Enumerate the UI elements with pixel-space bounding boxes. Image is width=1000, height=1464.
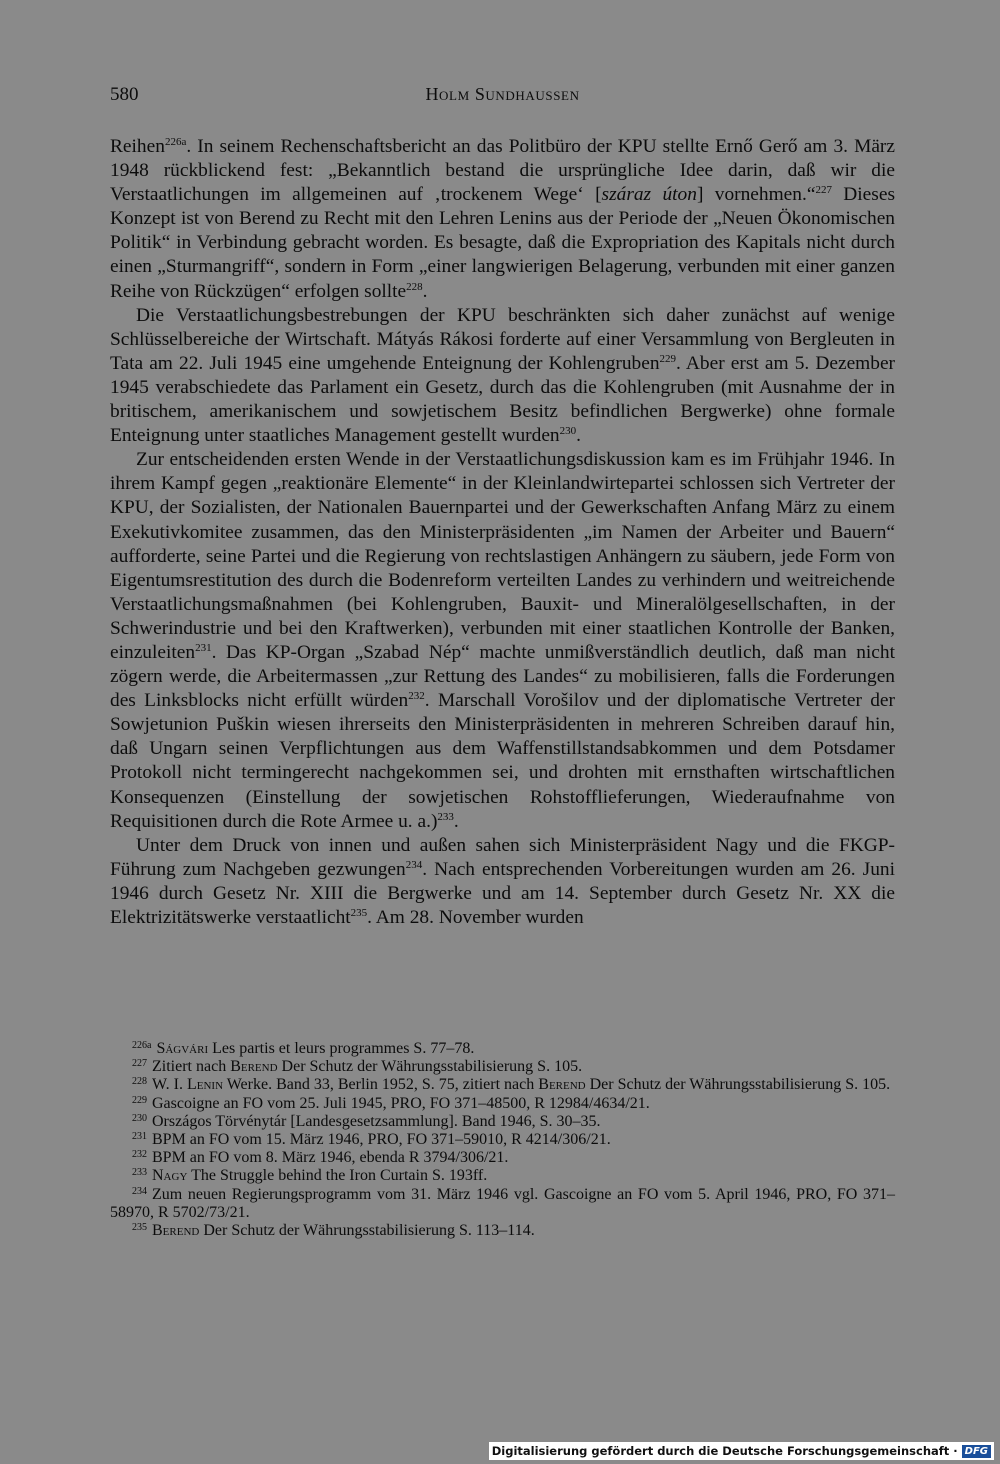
footnote-number: 233 xyxy=(132,1167,147,1179)
footnote-ref: 229 xyxy=(659,352,677,365)
text-run: Unter dem Druck von innen und außen sahen sich Ministerpräsident Nagy und die FKGP-Führung zum Nachgeben gezwungen xyxy=(110,834,895,880)
text-run: Dieses Konzept ist von Berend zu Recht mit den Lehren Lenins aus der Periode der „Neuen Ökonomischen Politik“ in Verbindung gebracht worden. Es besagte, daß die Expropriation des Kapitals nicht durch einen „Sturmangriff“, sondern in Form „einer langwierigen Belagerung, verbunden mit einer ganzen Reihe von Rückzügen“ erfolgen sollte xyxy=(110,184,895,302)
footnote xyxy=(110,1186,895,1222)
footnote-number: 227 xyxy=(132,1058,147,1070)
footnote-ref: 233 xyxy=(437,810,454,823)
footnote-ref: 231 xyxy=(195,641,212,654)
footnote xyxy=(110,1131,895,1149)
paragraph xyxy=(110,304,895,449)
text-run: . Nach entsprechenden Vorbereitungen wurden am 26. Juni 1946 durch Gesetz Nr. XIII die Bergwerke und am 14. September durch Gesetz Nr. XX die Elektrizitätswerke verstaatlicht xyxy=(110,858,895,928)
footnote xyxy=(110,1167,895,1185)
footnote xyxy=(110,1149,895,1167)
body-text xyxy=(110,135,895,930)
footnote-number: 228 xyxy=(132,1076,147,1088)
text-run: Les partis et leurs programmes S. 77–78. xyxy=(208,1040,475,1057)
footnote-ref: 228 xyxy=(406,280,423,293)
footnote-number: 231 xyxy=(132,1131,147,1143)
paragraph xyxy=(110,448,895,834)
footnote-ref: 235 xyxy=(350,907,368,919)
credit-text: Digitalisierung gefördert durch die Deutsche Forschungsgemeinschaft · xyxy=(491,1444,958,1458)
footnote xyxy=(110,1095,895,1113)
text-run: Der Schutz der Währungsstabilisierung S. 105. xyxy=(277,1058,583,1076)
footnote xyxy=(110,1113,895,1131)
running-head: Holm Sundhaussen xyxy=(425,84,580,104)
author-name: Lenin xyxy=(186,1076,224,1094)
text-run: Reihen xyxy=(110,136,165,157)
text-run: Werke. Band 33, Berlin 1952, S. 75, zitiert nach xyxy=(223,1076,539,1094)
text-run: Országos Törvénytár [Landesgesetzsammlung]. Band 1946, S. 30–35. xyxy=(152,1112,601,1130)
footnote-number: 234 xyxy=(132,1185,147,1197)
text-run: Der Schutz der Währungsstabilisierung S. 113–114. xyxy=(199,1222,535,1240)
text-run: BPM an FO vom 8. März 1946, ebenda R 3794/306/21. xyxy=(152,1149,509,1167)
text-run: Der Schutz der Währungsstabilisierung S. 105. xyxy=(585,1076,891,1094)
footnote-number: 235 xyxy=(132,1222,147,1234)
text-run: . Das KP-Organ „Szabad Nép“ machte unmißverständlich deutlich, daß man nicht zögern werde, die Arbeitermassen „zur Rettung des Landes“ zu mobilisieren, falls die Forderungen des Linksblocks nicht erfüllt würden xyxy=(110,641,895,712)
text-run: . xyxy=(422,280,428,302)
footnote-ref: 232 xyxy=(408,690,425,703)
paragraph xyxy=(110,135,895,304)
text-run: . Am 28. November wurden xyxy=(367,907,584,928)
italic-text: száraz úton xyxy=(601,184,697,206)
text-run: ] vornehmen.“ xyxy=(696,184,816,206)
footnote-number: 230 xyxy=(132,1112,147,1124)
footnotes xyxy=(110,1040,895,1240)
text-run: The Struggle behind the Iron Curtain S. 193ff. xyxy=(187,1167,488,1185)
text-run: Gascoigne an FO vom 25. Juli 1945, PRO, FO 371–48500, R 12984/4634/21. xyxy=(152,1094,650,1112)
footnote xyxy=(110,1222,895,1240)
text-run: . Aber erst am 5. Dezember 1945 verabschiedete das Parlament ein Gesetz, durch das die Kohlengruben (mit Ausnahme der in britischem, amerikanischem und sowjetischem Besitz befindlichen Bergwerke) ohne formale Enteignung unter staatliches Management gestellt wurden xyxy=(110,352,896,447)
text-run: Zum neuen Regierungsprogramm vom 31. März 1946 vgl. Gascoigne an FO vom 5. April 1946, PRO, FO 371–58970, R 5702/73/21. xyxy=(110,1185,895,1221)
text-run: . xyxy=(576,425,581,447)
author-name: Berend xyxy=(152,1222,200,1240)
footnote-ref: 226a xyxy=(164,136,187,148)
page-number: 580 xyxy=(110,84,139,105)
text-run: Zitiert nach xyxy=(152,1058,231,1076)
footnote-ref: 234 xyxy=(405,858,423,871)
page-header xyxy=(110,84,895,114)
text-run: . Marschall Vorošilov und der diplomatische Vertreter der Sowjetunion Puškin wiesen ihrerseits den Ministerpräsidenten in mehreren Schreiben darauf hin, daß Ungarn seinen Verpflichtungen aus dem Waffenstillstandsabkommen und dem Potsdamer Protokoll nicht termingerecht nachgekommen sei, und drohten mit ernsthaften wirtschaftlichen Konsequenzen (Einstellung der sowjetischen Rohstofflieferungen, Wiederaufnahme von Requisitionen durch die Rote Armee u. a.) xyxy=(110,690,895,832)
footnote-ref: 230 xyxy=(559,425,577,438)
footnote xyxy=(110,1076,895,1094)
text-run: Die Verstaatlichungsbestrebungen der KPU beschränkten sich daher zunächst auf wenige Schlüsselbereiche der Wirtschaft. Mátyás Rákosi forderte auf einer Versammlung von Bergleuten in Tata am 22. Juli 1945 eine umgehende Enteignung der Kohlengruben xyxy=(110,304,895,374)
text-run: BPM an FO vom 15. März 1946, PRO, FO 371–59010, R 4214/306/21. xyxy=(152,1131,611,1149)
text-run: . xyxy=(453,810,459,832)
footnote xyxy=(110,1040,895,1058)
author-name: Nagy xyxy=(152,1167,188,1185)
digitization-credit xyxy=(489,1442,994,1460)
footnote-ref: 227 xyxy=(815,184,832,197)
text-run: . In seinem Rechenschaftsbericht an das Politbüro der KPU stellte Ernő Gerő am 3. März 1948 rückblickend fest: „Bekanntlich bestand die ursprüngliche Idee darin, daß wir die Verstaatlichungen im allgemeinen auf ‚trockenem Wege‘ [ xyxy=(110,136,895,206)
footnote-number: 229 xyxy=(132,1094,147,1106)
text-run: Zur entscheidenden ersten Wende in der Verstaatlichungsdiskussion kam es im Frühjahr 1946. In ihrem Kampf gegen „reaktionäre Elemente“ in der Kleinlandwirtepartei schlossen sich Vertreter der KPU, der Sozialisten, der Nationalen Bauernpartei und der Gewerkschaften Anfang März zu einem Exekutivkomitee zusammen, das den Ministerpräsidenten „im Namen der Arbeiter und Bauern“ aufforderte, seine Partei und die Regierung von rechtslastigen Anhängern zu säubern, jede Form von Eigentumsrestitution des durch die Bodenreform verteilten Landes zu verhindern und weitreichende Verstaatlichungsmaßnahmen (bei Kohlengruben, Bauxit- und Mineralölgesellschaften, in der Schwerindustrie und bei den Kraftwerken), verbunden mit einer staatlichen Kontrolle der Banken, einzuleiten xyxy=(110,449,895,663)
author-name: Berend xyxy=(538,1076,586,1094)
footnote-number: 226a xyxy=(132,1040,152,1051)
author-name: Ságvári xyxy=(156,1040,209,1057)
footnote-number: 232 xyxy=(132,1149,147,1161)
paragraph xyxy=(110,834,895,930)
footnote xyxy=(110,1058,895,1076)
dfg-logo: DFG xyxy=(962,1445,991,1458)
author-name: Berend xyxy=(230,1058,278,1076)
text-run: W. I. xyxy=(152,1076,187,1094)
